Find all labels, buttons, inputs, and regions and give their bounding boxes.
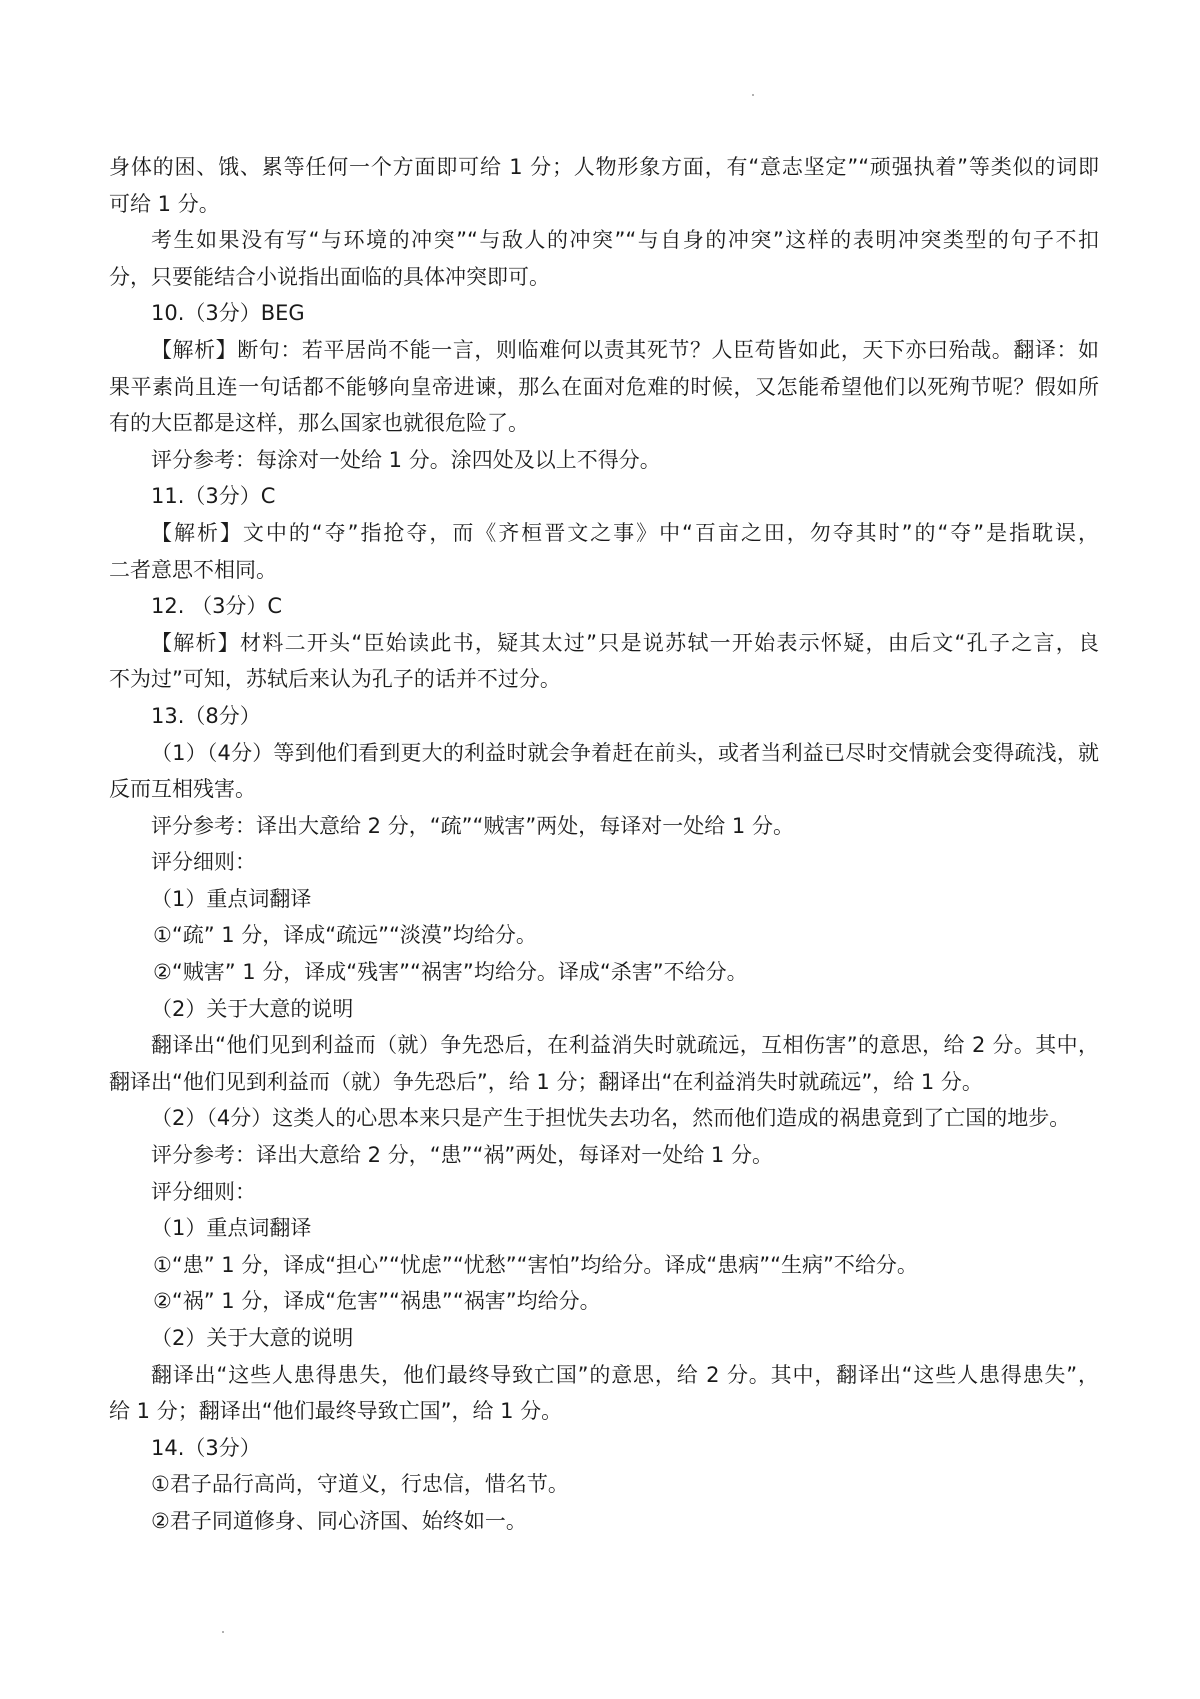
text-line: ②君子同道修身、同心济国、始终如一。	[151, 1508, 527, 1533]
text-line: （1）（4分）等到他们看到更大的利益时就会争着赶在前头，或者当利益已尽时交情就会变得疏浅，就	[151, 740, 1099, 765]
text-line: ①君子品行高尚，守道义，行忠信，惜名节。	[151, 1472, 569, 1497]
text-line: 【解析】文中的“夺”指抢夺，而《齐桓晋文之事》中“百亩之田，勿夺其时”的“夺”是指耽误，	[151, 520, 1099, 545]
text-line: （1）重点词翻译	[151, 886, 312, 911]
text-line: ①“患” 1 分，译成“担心”“忧虑”“忧愁”“害怕”均给分。译成“患病”“生病”不给分。	[153, 1252, 918, 1277]
question-number: 11.（3分）C	[151, 484, 276, 509]
question-number: 12. （3分）C	[151, 594, 283, 619]
answer-key-text	[109, 149, 1099, 1540]
text-line: 考生如果没有写“与环境的冲突”“与敌人的冲突”“与自身的冲突”这样的表明冲突类型的句子不扣	[151, 228, 1099, 253]
text-line: ①“疏” 1 分，译成“疏远”“淡漠”均给分。	[153, 923, 537, 948]
text-line: 果平素尚且连一句话都不能够向皇帝进谏，那么在面对危难的时候，又怎能希望他们以死殉节呢？假如所	[109, 374, 1099, 399]
text-line: 翻译出“他们见到利益而（就）争先恐后，在利益消失时就疏远，互相伤害”的意思，给 2 分。其中，	[151, 1033, 1099, 1058]
text-line: ②“贼害” 1 分，译成“残害”“祸害”均给分。译成“杀害”不给分。	[153, 960, 748, 985]
text-line: 身体的困、饿、累等任何一个方面即可给 1 分；人物形象方面，有“意志坚定”“顽强执着”等类似的词即	[109, 155, 1099, 179]
text-line: 评分细则：	[151, 850, 256, 875]
question-number: 14.（3分）	[151, 1435, 261, 1460]
text-line: 分，只要能结合小说指出面临的具体冲突即可。	[109, 264, 550, 289]
text-line: 不为过”可知，苏轼后来认为孔子的话并不过分。	[109, 667, 561, 692]
text-line: 翻译出“这些人患得患失，他们最终导致亡国”的意思，给 2 分。其中，翻译出“这些人患得患失”，	[151, 1362, 1099, 1387]
text-line: （1）重点词翻译	[151, 1216, 312, 1241]
text-line: 【解析】断句：若平居尚不能一言，则临难何以责其死节？人臣苟皆如此，天下亦曰殆哉。翻译：如	[151, 337, 1099, 362]
text-line: （2）关于大意的说明	[151, 996, 354, 1021]
question-number: 13.（8分）	[151, 703, 261, 728]
text-line: 评分细则：	[151, 1179, 256, 1204]
text-line: ②“祸” 1 分，译成“危害”“祸患”“祸害”均给分。	[153, 1289, 601, 1314]
text-line: 【解析】材料二开头“臣始读此书，疑其太过”只是说苏轼一开始表示怀疑，由后文“孔子之言，良	[151, 630, 1099, 655]
text-line: 二者意思不相同。	[109, 557, 277, 582]
text-line: （2）关于大意的说明	[151, 1326, 354, 1350]
text-line: （2）（4分）这类人的心思本来只是产生于担忧失去功名，然而他们造成的祸患竟到了亡国的地步。	[151, 1106, 1071, 1131]
text-line: 评分参考：译出大意给 2 分，“患”“祸”两处，每译对一处给 1 分。	[151, 1143, 773, 1168]
text-line: 给 1 分；翻译出“他们最终导致亡国”，给 1 分。	[109, 1399, 563, 1424]
text-line: 有的大臣都是这样，那么国家也就很危险了。	[109, 411, 529, 436]
text-line: 翻译出“他们见到利益而（就）争先恐后”，给 1 分；翻译出“在利益消失时就疏远”，给 1 分。	[109, 1069, 983, 1094]
question-number: 10.（3分）BEG	[151, 301, 305, 326]
text-line: 评分参考：译出大意给 2 分，“疏”“贼害”两处，每译对一处给 1 分。	[151, 813, 794, 838]
text-line: 评分参考：每涂对一处给 1 分。涂四处及以上不得分。	[151, 447, 661, 472]
scan-speck-top	[752, 94, 754, 96]
scan-speck-bottom	[222, 1631, 224, 1633]
text-line: 反而互相残害。	[109, 777, 256, 802]
text-line: 可给 1 分。	[109, 191, 220, 216]
